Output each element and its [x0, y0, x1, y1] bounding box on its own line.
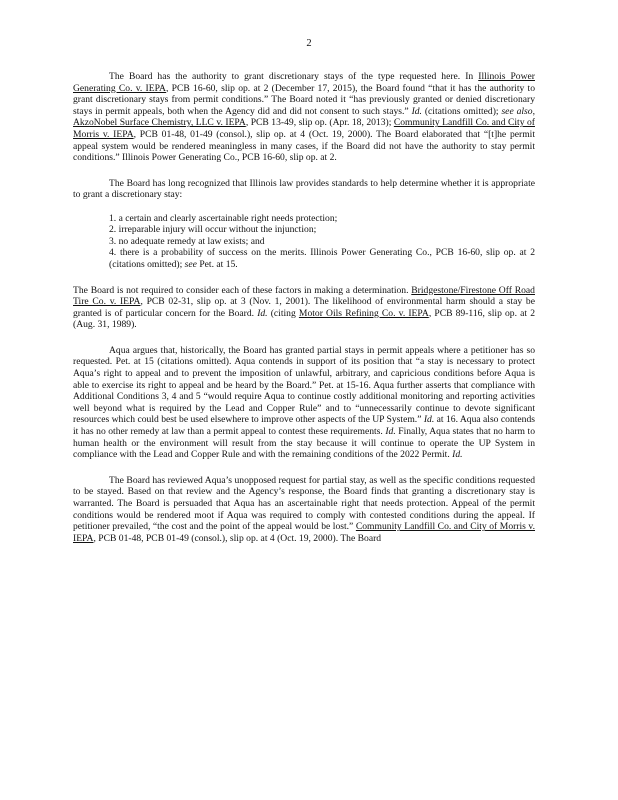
case-citation: AkzoNobel Surface Chemistry, LLC v. IEPA [73, 117, 246, 129]
text-run: , PCB 01-48, 01-49 (consol.), slip op. at 4 (Oct. 19, 2000). The Board elaborated that “[t]he permit appeal system would be rendered meaningless in many cases, if the Board did not have the authority to stay permit conditions.” Illinois Power Generating Co., PCB 16-60, slip op. at 2. [73, 128, 535, 164]
citation-signal: see [184, 258, 197, 270]
citation-signal: Id. [452, 449, 463, 461]
case-citation: Motor Oils Refining Co. v. IEPA [298, 307, 429, 319]
paragraph-aqua-argues [73, 345, 535, 461]
case-citation: Illinois Power Generating Co. v. IEPA [73, 71, 535, 94]
citation-signal: Id. [423, 414, 435, 426]
page-number: 2 [306, 38, 312, 49]
text-run: , [532, 105, 535, 117]
paragraph-factors [73, 285, 535, 331]
text-run: (citing [267, 307, 299, 319]
text-run: (citations omitted); [421, 105, 502, 117]
criterion-item: 1. a certain and clearly ascertainable right needs protection; [109, 212, 338, 224]
text-run: , PCB 89-116, slip op. at 2 (Aug. 31, 1989). [73, 307, 536, 331]
text-run: The Board has reviewed Aqua’s unopposed request for partial stay, as well as the specific conditions requested to be stayed. Based on that review and the Agency’s response, the Board finds that granting a discretionary stay is warranted. The Board is persuaded that Aqua has an ascertainable right that needs protection. Appeal of the permit conditions would be rendered moot if Aqua was required to comply with contested conditions during the appeal. If petitioner prevailed, “the cost and the point of the appeal would be lost.” [73, 474, 535, 533]
text-run: 4. there is a probability of success on the merits. Illinois Power Generating Co., PCB 16-60, slip op. at 2 (citations omitted); [109, 247, 535, 270]
text-run: , PCB 02-31, slip op. at 3 (Nov. 1, 2001). The likelihood of environmental harm should a stay be granted is of particular concern for the Board. [73, 296, 535, 319]
citation-signal: Id. [411, 105, 422, 117]
text-run: Aqua argues that, historically, the Board has granted partial stays in permit appeals where a petitioner has so requested. Pet. at 15 (citations omitted). Aqua contends in support of its position that “a stay is necessary to protect Aqua’s right to appeal and to prevent the imposition of unlawful, arbitrary, and capricious conditions before Aqua is able to exercise its right to appeal and be heard by the Board.” Pet. at 15-16. Aqua further asserts that compliance with Additional Conditions 3, 4 and 5 “would require Aqua to continue costly additional monitoring and reporting activities well beyond what is required by the Lead and Copper Rule” and to “unnecessarily continue to devote significant resources which could best be used elsewhere to improve other aspects of the UP System.” [73, 344, 535, 426]
text-run: Pet. at 15. [196, 258, 238, 270]
citation-signal: Id. [385, 426, 396, 438]
paragraph-authority [73, 71, 535, 164]
opinion-body [73, 71, 535, 544]
text-run: Finally, Aqua states that no harm to human health or the environment will result from the stay because it will continue to operate the UP System in compliance with the Lead and Copper Rule and with the remaining conditions of the 2022 Permit. [73, 426, 535, 461]
case-citation: Community Landfill Co. and City of Morris v. IEPA [73, 117, 535, 140]
citation-signal: see also [501, 105, 533, 117]
criterion-item: 3. no adequate remedy at law exists; and [109, 235, 265, 247]
stay-criteria-list [73, 213, 535, 271]
case-citation: Community Landfill Co. and City of Morris v. IEPA [73, 521, 536, 544]
paragraph-standards: The Board has long recognized that Illinois law provides standards to help determine whether it is appropriate to grant a discretionary stay: [73, 177, 535, 201]
text-run: , PCB 01-48, PCB 01-49 (consol.), slip op. at 4 (Oct. 19, 2000). The Board [93, 532, 382, 544]
case-citation: Bridgestone/Firestone Off Road Tire Co. v. IEPA [73, 284, 535, 308]
text-run: at 16. Aqua also contends it has no other remedy at law than a permit appeal to contest these requirements. [73, 414, 535, 438]
paragraph-board-review [73, 475, 535, 545]
text-run: The Board is not required to consider each of these factors in making a determination. [73, 284, 412, 296]
criterion-item: 2. irreparable injury will occur without the injunction; [109, 224, 317, 236]
criterion-item [109, 247, 535, 270]
text-run: The Board has the authority to grant discretionary stays of the type requested here. In [109, 71, 479, 82]
citation-signal: Id. [257, 307, 268, 319]
text-run: , PCB 13-49, slip op. (Apr. 18, 2013); [245, 117, 394, 129]
text-run: , PCB 16-60, slip op. at 2 (December 17, 2015), the Board found “that it has the authority to grant discretionary stays from permit conditions.” The Board noted it “has previously granted or denied discretionary stays in permit appeals, both when the Agency did and did not consent to such stays.” [73, 82, 536, 117]
